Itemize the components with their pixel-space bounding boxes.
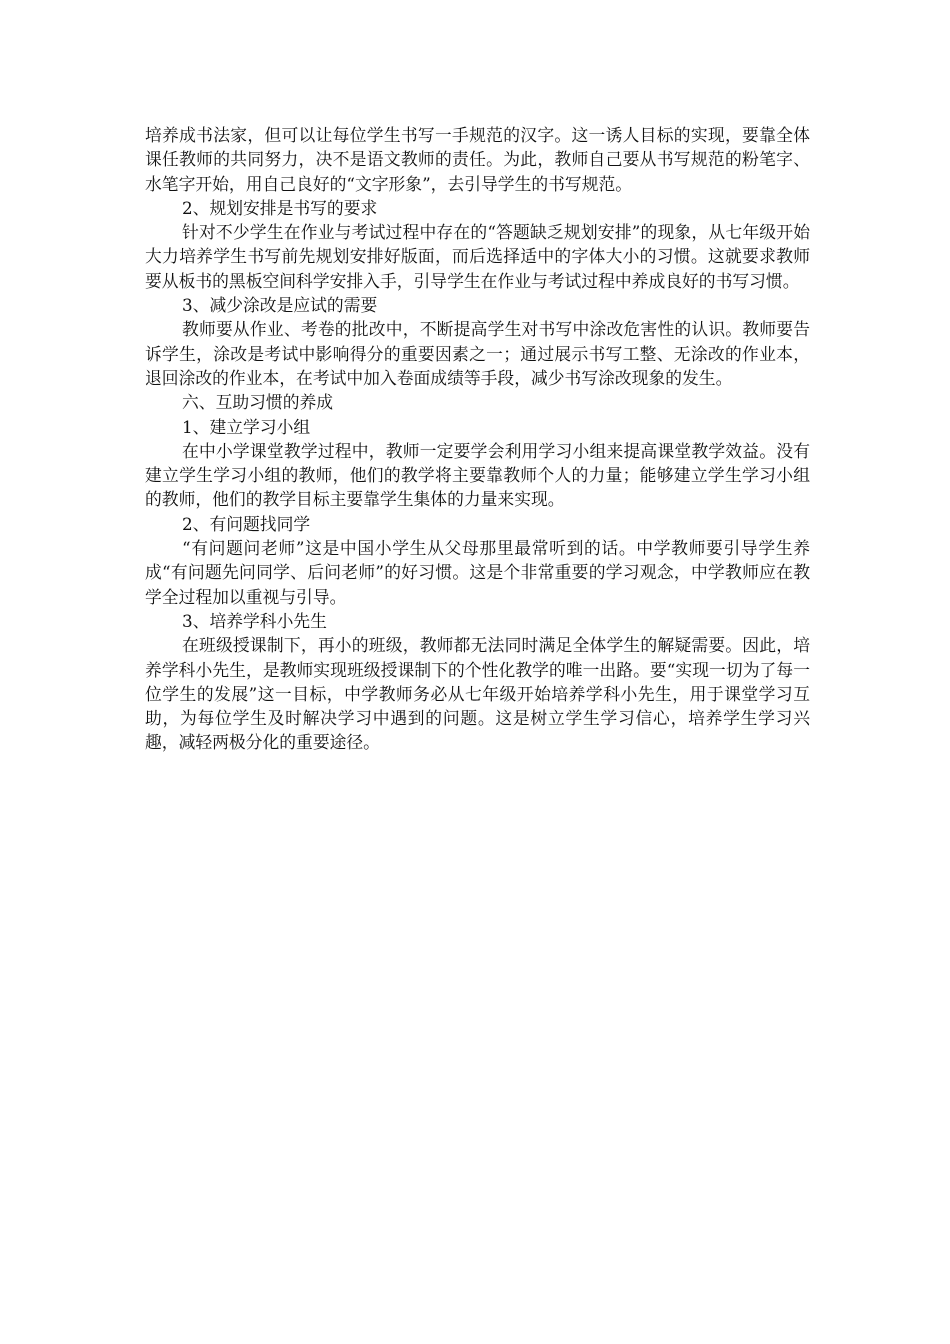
section-heading-study-groups: 1、建立学习小组	[182, 416, 311, 437]
document-body	[145, 123, 810, 755]
section-heading-planning: 2、规划安排是书写的要求	[182, 197, 378, 218]
paragraph: 针对不少学生在作业与考试过程中存在的“答题缺乏规划安排”的现象，从七年级开始大力培养学生书写前先规划安排好版面，而后选择适中的字体大小的习惯。这就要求教师要从板书的黑板空间科学安排入手，引导学生在作业与考试过程中养成良好的书写习惯。	[145, 222, 810, 291]
chapter-heading-mutual-help: 六、互助习惯的养成	[182, 392, 334, 413]
section-heading-subject-tutors: 3、培养学科小先生	[182, 610, 327, 631]
section-heading-reduce-corrections: 3、减少涂改是应试的需要	[182, 295, 378, 316]
paragraph-continued: 培养成书法家，但可以让每位学生书写一手规范的汉字。这一诱人目标的实现，要靠全体课任教师的共同努力，决不是语文教师的责任。为此，教师自己要从书写规范的粉笔字、水笔字开始，用自己良好的“文字形象”，去引导学生的书写规范。	[145, 125, 810, 194]
paragraph: “有问题问老师”这是中国小学生从父母那里最常听到的话。中学教师要引导学生养成“有问题先问同学、后问老师”的好习惯。这是个非常重要的学习观念，中学教师应在教学全过程加以重视与引导。	[145, 538, 810, 607]
paragraph: 教师要从作业、考卷的批改中，不断提高学生对书写中涂改危害性的认识。教师要告诉学生，涂改是考试中影响得分的重要因素之一；通过展示书写工整、无涂改的作业本，退回涂改的作业本，在考试中加入卷面成绩等手段，减少书写涂改现象的发生。	[145, 319, 810, 388]
section-heading-ask-classmates: 2、有问题找同学	[182, 513, 311, 534]
paragraph: 在中小学课堂教学过程中，教师一定要学会利用学习小组来提高课堂教学效益。没有建立学生学习小组的教师，他们的教学将主要靠教师个人的力量；能够建立学生学习小组的教师，他们的教学目标主要靠学生集体的力量来实现。	[145, 440, 810, 510]
paragraph: 在班级授课制下，再小的班级，教师都无法同时满足全体学生的解疑需要。因此，培养学科小先生，是教师实现班级授课制下的个性化教学的唯一出路。要“实现一切为了每一位学生的发展”这一目标，中学教师务必从七年级开始培养学科小先生，用于课堂学习互助，为每位学生及时解决学习中遇到的问题。这是树立学生学习信心，培养学生学习兴趣，减轻两极分化的重要途径。	[145, 635, 810, 753]
